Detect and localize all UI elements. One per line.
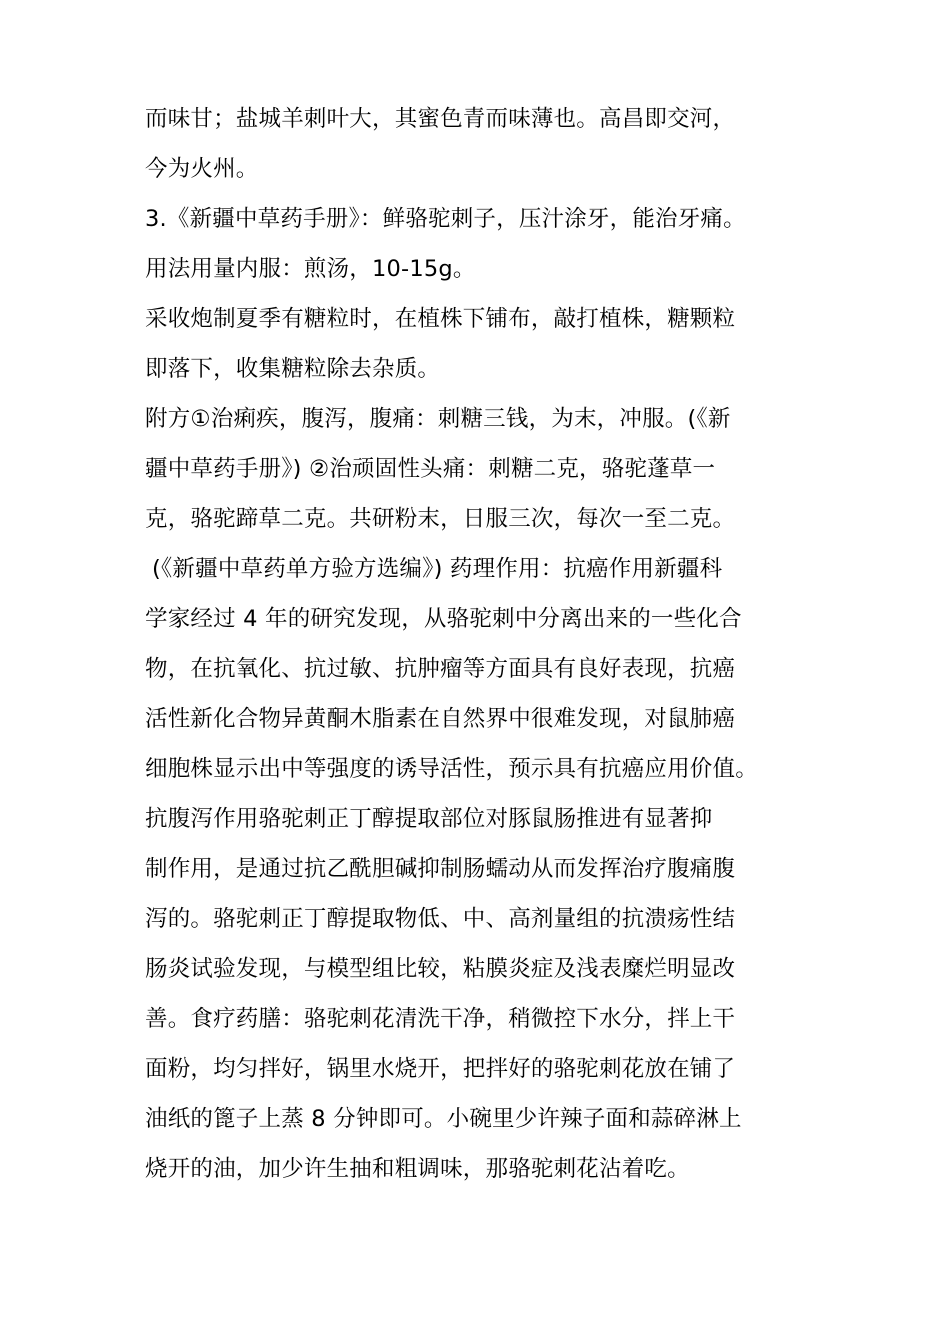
text-line: 油纸的篦子上蒸 8 分钟即可。小碗里少许辣子面和蒜碎淋上 [145,1106,742,1132]
text-line: 物，在抗氧化、抗过敏、抗肿瘤等方面具有良好表现，抗癌 [145,656,736,682]
text-line: 今为火州。 [145,156,259,182]
text-line: 肠炎试验发现，与模型组比较，粘膜炎症及浅表糜烂明显改 [145,956,736,982]
text-line: 疆中草药手册》) ②治顽固性头痛：刺糖二克，骆驼蓬草一 [145,456,716,482]
text-line: 烧开的油，加少许生抽和粗调味，那骆驼刺花沾着吃。 [145,1156,690,1182]
text-line: 用法用量内服：煎汤，10-15g。 [145,256,476,282]
text-line: 制作用，是通过抗乙酰胆碱抑制肠蠕动从而发挥治疗腹痛腹 [145,856,736,882]
text-line: 克，骆驼蹄草二克。共研粉末，日服三次，每次一至二克。 [145,506,736,532]
text-line: 抗腹泻作用骆驼刺正丁醇提取部位对豚鼠肠推进有显著抑 [145,806,713,832]
text-line: 采收炮制夏季有糖粒时，在植株下铺布，敲打植株，糖颗粒 [145,306,736,332]
text-line: 学家经过 4 年的研究发现，从骆驼刺中分离出来的一些化合 [145,606,742,632]
text-line: 细胞株显示出中等强度的诱导活性，预示具有抗癌应用价值。 [145,756,758,782]
text-line: 泻的。骆驼刺正丁醇提取物低、中、高剂量组的抗溃疡性结 [145,906,736,932]
text-line: 3.《新疆中草药手册》：鲜骆驼刺子，压汁涂牙，能治牙痛。 [145,206,746,232]
text-line: 活性新化合物异黄酮木脂素在自然界中很难发现，对鼠肺癌 [145,706,736,732]
text-line: 而味甘；盐城羊刺叶大，其蜜色青而味薄也。高昌即交河， [145,106,736,132]
text-line: 善。食疗药膳：骆驼刺花清洗干净，稍微控下水分，拌上干 [145,1006,736,1032]
text-line: 即落下，收集糖粒除去杂质。 [145,356,441,382]
text-line: 面粉，均匀拌好，锅里水烧开，把拌好的骆驼刺花放在铺了 [145,1056,736,1082]
text-line: (《新疆中草药单方验方选编》) 药理作用：抗癌作用新疆科 [152,556,723,582]
text-line: 附方①治痢疾，腹泻，腹痛：刺糖三钱，为末，冲服。(《新 [145,406,731,432]
